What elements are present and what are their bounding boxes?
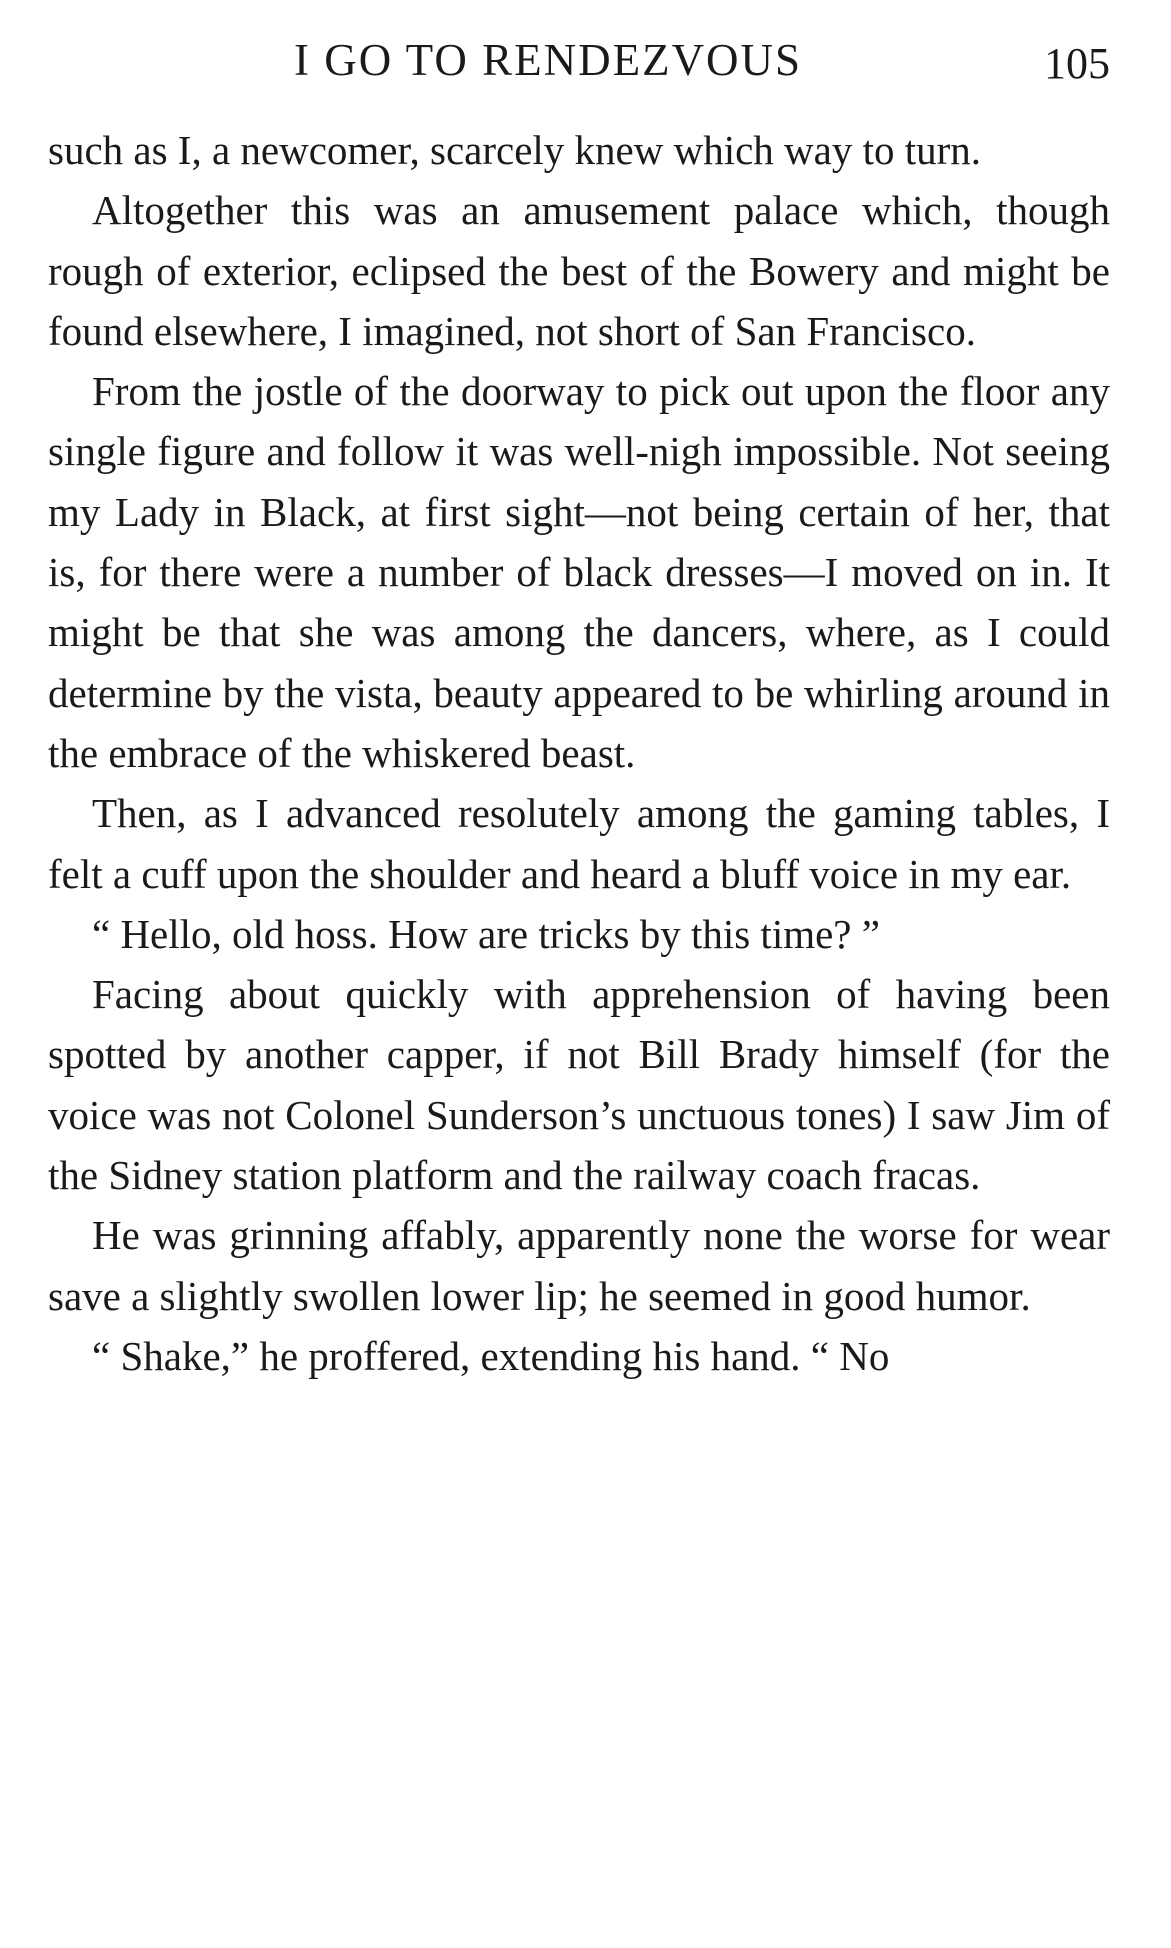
dialogue-paragraph: “ Shake,” he proffered, extending his hand. “ No bbox=[92, 1332, 890, 1379]
paragraph: Altogether this was an amusement palace which, though rough of exterior, eclipsed the best of the Bowery and might be found elsewhere, I imagined, not short of San Francisco. bbox=[48, 187, 1110, 354]
page-number: 105 bbox=[1044, 39, 1110, 88]
running-title: I GO TO RENDEZVOUS bbox=[294, 35, 803, 85]
dialogue-paragraph: “ Hello, old hoss. How are tricks by this time? ” bbox=[92, 910, 880, 957]
paragraph: Then, as I advanced resolutely among the gaming tables, I felt a cuff upon the shoulder and heard a bluff voice in my ear. bbox=[48, 790, 1110, 897]
paragraph: He was grinning affably, apparently none the worse for wear save a slightly swollen lower lip; he seemed in good humor. bbox=[48, 1212, 1110, 1319]
running-head bbox=[48, 30, 1110, 100]
paragraph-continuation: such as I, a newcomer, scarcely knew which way to turn. bbox=[48, 127, 982, 173]
paragraph: Facing about quickly with apprehension of having been spotted by another capper, if not Bill Brady himself (for the voice was not Colonel Sunderson’s unctuous tones) I saw Jim of the Sidney station platform and the railway coach fracas. bbox=[48, 971, 1110, 1199]
body-text bbox=[48, 120, 1110, 1386]
paragraph: From the jostle of the doorway to pick out upon the floor any single figure and follow it was well-nigh impossible. Not seeing my Lady in Black, at first sight—not being certain of her, that is, for there were a number of black dresses—I moved on in. It might be that she was among the dancers, where, as I could determine by the vista, beauty appeared to be whirling around in the embrace of the whiskered beast. bbox=[48, 368, 1110, 776]
